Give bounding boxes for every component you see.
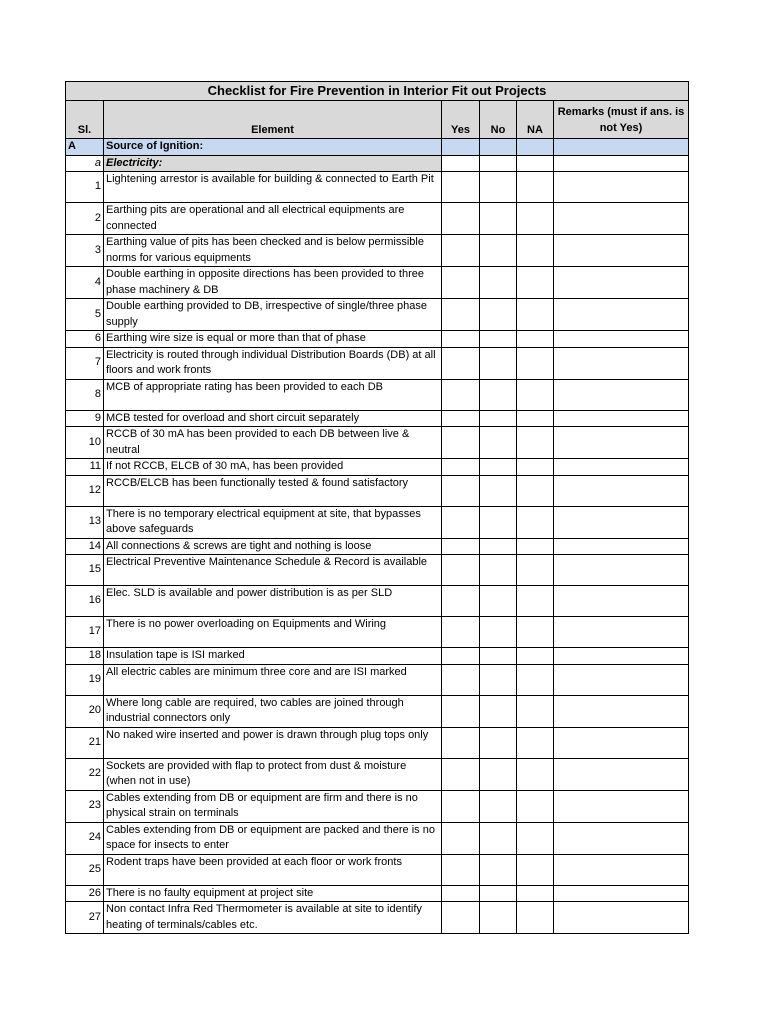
yes-cell[interactable] xyxy=(442,617,480,648)
no-cell[interactable] xyxy=(480,555,517,586)
remarks-cell[interactable] xyxy=(554,267,689,299)
row-element: Elec. SLD is available and power distribution is as per SLD xyxy=(104,586,442,617)
remarks-cell[interactable] xyxy=(554,459,689,476)
na-cell[interactable] xyxy=(517,586,554,617)
table-row xyxy=(66,379,689,410)
no-cell[interactable] xyxy=(480,790,517,822)
na-cell[interactable] xyxy=(517,790,554,822)
remarks-cell[interactable] xyxy=(554,648,689,665)
row-sl: 15 xyxy=(66,555,104,586)
remarks-cell[interactable] xyxy=(554,538,689,555)
na-cell[interactable] xyxy=(517,203,554,235)
na-cell[interactable] xyxy=(517,664,554,695)
subsection-na-cell[interactable] xyxy=(517,155,554,172)
row-element: Sockets are provided with flap to protect from dust & moisture (when not in use) xyxy=(104,758,442,790)
na-cell[interactable] xyxy=(517,902,554,934)
na-cell[interactable] xyxy=(517,506,554,538)
row-sl: 6 xyxy=(66,331,104,348)
table-row xyxy=(66,854,689,885)
table-row xyxy=(66,459,689,476)
yes-cell[interactable] xyxy=(442,475,480,506)
no-cell[interactable] xyxy=(480,586,517,617)
no-cell[interactable] xyxy=(480,459,517,476)
page-title: Checklist for Fire Prevention in Interior Fit out Projects xyxy=(66,82,689,101)
row-element: If not RCCB, ELCB of 30 mA, has been provided xyxy=(104,459,442,476)
na-cell[interactable] xyxy=(517,299,554,331)
table-row xyxy=(66,885,689,902)
yes-cell[interactable] xyxy=(442,331,480,348)
row-element: Insulation tape is ISI marked xyxy=(104,648,442,665)
remarks-cell[interactable] xyxy=(554,758,689,790)
no-cell[interactable] xyxy=(480,172,517,203)
subsection-no-cell[interactable] xyxy=(480,155,517,172)
na-cell[interactable] xyxy=(517,379,554,410)
row-sl: 18 xyxy=(66,648,104,665)
no-cell[interactable] xyxy=(480,664,517,695)
table-row xyxy=(66,648,689,665)
table-row xyxy=(66,538,689,555)
no-cell[interactable] xyxy=(480,854,517,885)
row-sl: 20 xyxy=(66,695,104,727)
remarks-cell[interactable] xyxy=(554,885,689,902)
subsection-id: a xyxy=(66,155,104,172)
yes-cell[interactable] xyxy=(442,410,480,427)
no-cell[interactable] xyxy=(480,410,517,427)
table-row xyxy=(66,758,689,790)
row-element: Electrical Preventive Maintenance Schedule & Record is available xyxy=(104,555,442,586)
row-element: No naked wire inserted and power is drawn through plug tops only xyxy=(104,727,442,758)
row-sl: 27 xyxy=(66,902,104,934)
remarks-cell[interactable] xyxy=(554,410,689,427)
no-cell[interactable] xyxy=(480,475,517,506)
no-cell[interactable] xyxy=(480,695,517,727)
section-id: A xyxy=(66,139,104,156)
table-row xyxy=(66,410,689,427)
row-element: Double earthing in opposite directions has been provided to three phase machinery & DB xyxy=(104,267,442,299)
na-cell[interactable] xyxy=(517,267,554,299)
table-row xyxy=(66,695,689,727)
remarks-cell[interactable] xyxy=(554,172,689,203)
remarks-cell[interactable] xyxy=(554,299,689,331)
table-row xyxy=(66,506,689,538)
row-element: MCB tested for overload and short circuit separately xyxy=(104,410,442,427)
no-cell[interactable] xyxy=(480,902,517,934)
table-row xyxy=(66,664,689,695)
yes-cell[interactable] xyxy=(442,299,480,331)
remarks-cell[interactable] xyxy=(554,586,689,617)
row-sl: 4 xyxy=(66,267,104,299)
yes-cell[interactable] xyxy=(442,506,480,538)
row-sl: 5 xyxy=(66,299,104,331)
na-cell[interactable] xyxy=(517,410,554,427)
table-row xyxy=(66,427,689,459)
table-row xyxy=(66,331,689,348)
row-sl: 8 xyxy=(66,379,104,410)
section-label: Source of Ignition: xyxy=(104,139,442,156)
header-element: Element xyxy=(104,101,442,139)
na-cell[interactable] xyxy=(517,538,554,555)
na-cell[interactable] xyxy=(517,172,554,203)
no-cell[interactable] xyxy=(480,885,517,902)
yes-cell[interactable] xyxy=(442,267,480,299)
yes-cell[interactable] xyxy=(442,664,480,695)
row-sl: 3 xyxy=(66,235,104,267)
na-cell[interactable] xyxy=(517,695,554,727)
remarks-cell[interactable] xyxy=(554,475,689,506)
row-sl: 19 xyxy=(66,664,104,695)
table-row xyxy=(66,475,689,506)
na-cell[interactable] xyxy=(517,885,554,902)
remarks-cell[interactable] xyxy=(554,854,689,885)
row-element: There is no temporary electrical equipment at site, that bypasses above safeguards xyxy=(104,506,442,538)
na-cell[interactable] xyxy=(517,331,554,348)
remarks-cell[interactable] xyxy=(554,379,689,410)
no-cell[interactable] xyxy=(480,727,517,758)
row-element: Lightening arrestor is available for building & connected to Earth Pit xyxy=(104,172,442,203)
na-cell[interactable] xyxy=(517,648,554,665)
yes-cell[interactable] xyxy=(442,902,480,934)
table-row xyxy=(66,235,689,267)
yes-cell[interactable] xyxy=(442,379,480,410)
row-sl: 7 xyxy=(66,347,104,379)
no-cell[interactable] xyxy=(480,648,517,665)
yes-cell[interactable] xyxy=(442,555,480,586)
row-element: Electricity is routed through individual Distribution Boards (DB) at all floors and work fronts xyxy=(104,347,442,379)
yes-cell[interactable] xyxy=(442,203,480,235)
row-sl: 10 xyxy=(66,427,104,459)
yes-cell[interactable] xyxy=(442,586,480,617)
no-cell[interactable] xyxy=(480,822,517,854)
row-element: Cables extending from DB or equipment are packed and there is no space for insects to enter xyxy=(104,822,442,854)
na-cell[interactable] xyxy=(517,822,554,854)
header-na: NA xyxy=(517,101,554,139)
yes-cell[interactable] xyxy=(442,727,480,758)
remarks-cell[interactable] xyxy=(554,555,689,586)
table-row xyxy=(66,727,689,758)
na-cell[interactable] xyxy=(517,854,554,885)
remarks-cell[interactable] xyxy=(554,331,689,348)
no-cell[interactable] xyxy=(480,299,517,331)
table-row xyxy=(66,347,689,379)
yes-cell[interactable] xyxy=(442,235,480,267)
checklist-table xyxy=(65,81,689,934)
row-element: All electric cables are minimum three core and are ISI marked xyxy=(104,664,442,695)
row-sl: 23 xyxy=(66,790,104,822)
no-cell[interactable] xyxy=(480,758,517,790)
no-cell[interactable] xyxy=(480,347,517,379)
section-yes-cell[interactable] xyxy=(442,139,480,156)
no-cell[interactable] xyxy=(480,331,517,348)
table-row xyxy=(66,790,689,822)
yes-cell[interactable] xyxy=(442,538,480,555)
remarks-cell[interactable] xyxy=(554,727,689,758)
row-element: Earthing pits are operational and all electrical equipments are connected xyxy=(104,203,442,235)
header-yes: Yes xyxy=(442,101,480,139)
row-element: Double earthing provided to DB, irrespective of single/three phase supply xyxy=(104,299,442,331)
no-cell[interactable] xyxy=(480,267,517,299)
yes-cell[interactable] xyxy=(442,695,480,727)
section-na-cell[interactable] xyxy=(517,139,554,156)
remarks-cell[interactable] xyxy=(554,427,689,459)
row-sl: 26 xyxy=(66,885,104,902)
row-sl: 22 xyxy=(66,758,104,790)
row-sl: 11 xyxy=(66,459,104,476)
no-cell[interactable] xyxy=(480,235,517,267)
row-sl: 13 xyxy=(66,506,104,538)
na-cell[interactable] xyxy=(517,459,554,476)
section-no-cell[interactable] xyxy=(480,139,517,156)
row-sl: 16 xyxy=(66,586,104,617)
header-no: No xyxy=(480,101,517,139)
row-element: Earthing wire size is equal or more than that of phase xyxy=(104,331,442,348)
subsection-yes-cell[interactable] xyxy=(442,155,480,172)
row-sl: 21 xyxy=(66,727,104,758)
table-row xyxy=(66,617,689,648)
table-row xyxy=(66,299,689,331)
na-cell[interactable] xyxy=(517,617,554,648)
header-sl: Sl. xyxy=(66,101,104,139)
remarks-cell[interactable] xyxy=(554,790,689,822)
no-cell[interactable] xyxy=(480,617,517,648)
row-sl: 14 xyxy=(66,538,104,555)
remarks-cell[interactable] xyxy=(554,822,689,854)
row-element: RCCB/ELCB has been functionally tested & found satisfactory xyxy=(104,475,442,506)
row-element: Rodent traps have been provided at each floor or work fronts xyxy=(104,854,442,885)
yes-cell[interactable] xyxy=(442,347,480,379)
yes-cell[interactable] xyxy=(442,885,480,902)
yes-cell[interactable] xyxy=(442,648,480,665)
row-element: Non contact Infra Red Thermometer is available at site to identify heating of terminals/cables etc. xyxy=(104,902,442,934)
yes-cell[interactable] xyxy=(442,172,480,203)
na-cell[interactable] xyxy=(517,347,554,379)
yes-cell[interactable] xyxy=(442,822,480,854)
table-row xyxy=(66,586,689,617)
row-element: Earthing value of pits has been checked and is below permissible norms for various equipments xyxy=(104,235,442,267)
row-sl: 17 xyxy=(66,617,104,648)
table-row xyxy=(66,902,689,934)
row-sl: 24 xyxy=(66,822,104,854)
row-sl: 2 xyxy=(66,203,104,235)
no-cell[interactable] xyxy=(480,203,517,235)
row-element: There is no power overloading on Equipments and Wiring xyxy=(104,617,442,648)
header-remarks: Remarks (must if ans. is not Yes) xyxy=(554,101,689,139)
remarks-cell[interactable] xyxy=(554,617,689,648)
remarks-cell[interactable] xyxy=(554,347,689,379)
row-element: Cables extending from DB or equipment are firm and there is no physical strain on terminals xyxy=(104,790,442,822)
table-row xyxy=(66,267,689,299)
row-element: Where long cable are required, two cables are joined through industrial connectors only xyxy=(104,695,442,727)
remarks-cell[interactable] xyxy=(554,506,689,538)
remarks-cell[interactable] xyxy=(554,695,689,727)
remarks-cell[interactable] xyxy=(554,902,689,934)
row-sl: 1 xyxy=(66,172,104,203)
table-row xyxy=(66,822,689,854)
yes-cell[interactable] xyxy=(442,459,480,476)
row-sl: 25 xyxy=(66,854,104,885)
subsection-label: Electricity: xyxy=(104,155,442,172)
no-cell[interactable] xyxy=(480,538,517,555)
row-element: There is no faulty equipment at project site xyxy=(104,885,442,902)
na-cell[interactable] xyxy=(517,427,554,459)
section-remarks-cell[interactable] xyxy=(554,139,689,156)
subsection-remarks-cell[interactable] xyxy=(554,155,689,172)
yes-cell[interactable] xyxy=(442,790,480,822)
yes-cell[interactable] xyxy=(442,758,480,790)
na-cell[interactable] xyxy=(517,758,554,790)
no-cell[interactable] xyxy=(480,506,517,538)
yes-cell[interactable] xyxy=(442,427,480,459)
table-row xyxy=(66,172,689,203)
no-cell[interactable] xyxy=(480,379,517,410)
row-element: All connections & screws are tight and nothing is loose xyxy=(104,538,442,555)
na-cell[interactable] xyxy=(517,555,554,586)
yes-cell[interactable] xyxy=(442,854,480,885)
na-cell[interactable] xyxy=(517,727,554,758)
na-cell[interactable] xyxy=(517,235,554,267)
table-row xyxy=(66,203,689,235)
remarks-cell[interactable] xyxy=(554,235,689,267)
table-row xyxy=(66,555,689,586)
remarks-cell[interactable] xyxy=(554,203,689,235)
row-element: RCCB of 30 mA has been provided to each DB between live & neutral xyxy=(104,427,442,459)
na-cell[interactable] xyxy=(517,475,554,506)
row-element: MCB of appropriate rating has been provided to each DB xyxy=(104,379,442,410)
remarks-cell[interactable] xyxy=(554,664,689,695)
no-cell[interactable] xyxy=(480,427,517,459)
row-sl: 9 xyxy=(66,410,104,427)
row-sl: 12 xyxy=(66,475,104,506)
